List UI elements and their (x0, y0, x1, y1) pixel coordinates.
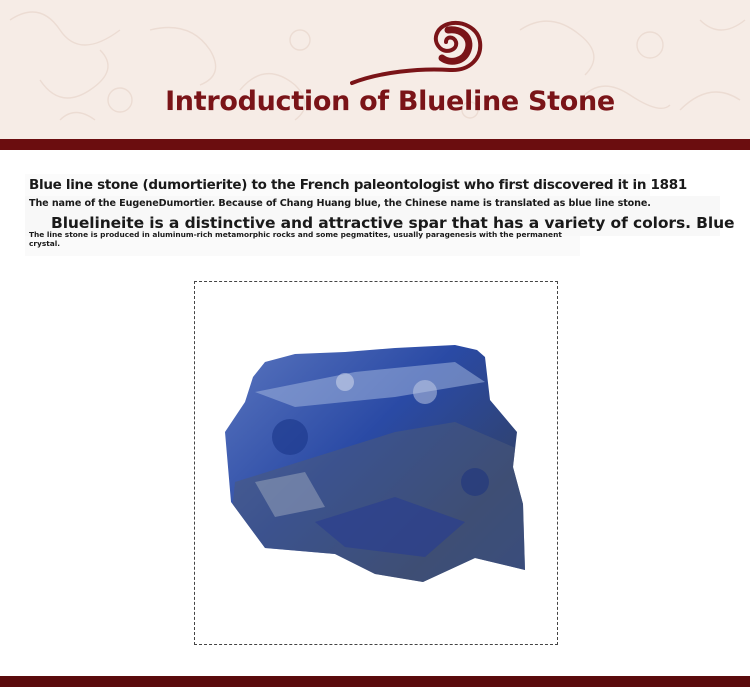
header-divider-bar (0, 139, 750, 150)
intro-paragraph-line-4: The line stone is produced in aluminum-rich metamorphic rocks and some pegmatites, usually paragenesis with the permanent crystal. (29, 230, 562, 248)
blueline-stone-image (195, 282, 557, 644)
product-image-frame (194, 281, 558, 645)
footer-divider-bar (0, 676, 750, 687)
page-title: Introduction of Blueline Stone (165, 86, 615, 117)
intro-paragraph-line-3: Bluelineite is a distinctive and attractive spar that has a variety of colors. Blue (51, 214, 735, 232)
swirl-logo-icon (350, 20, 485, 90)
intro-paragraph-line-1: Blue line stone (dumortierite) to the French paleontologist who first discovered it in 1881 (29, 177, 687, 193)
page-header (0, 0, 750, 139)
intro-paragraph-line-2: The name of the EugeneDumortier. Because of Chang Huang blue, the Chinese name is translated as blue line stone. (29, 198, 651, 209)
